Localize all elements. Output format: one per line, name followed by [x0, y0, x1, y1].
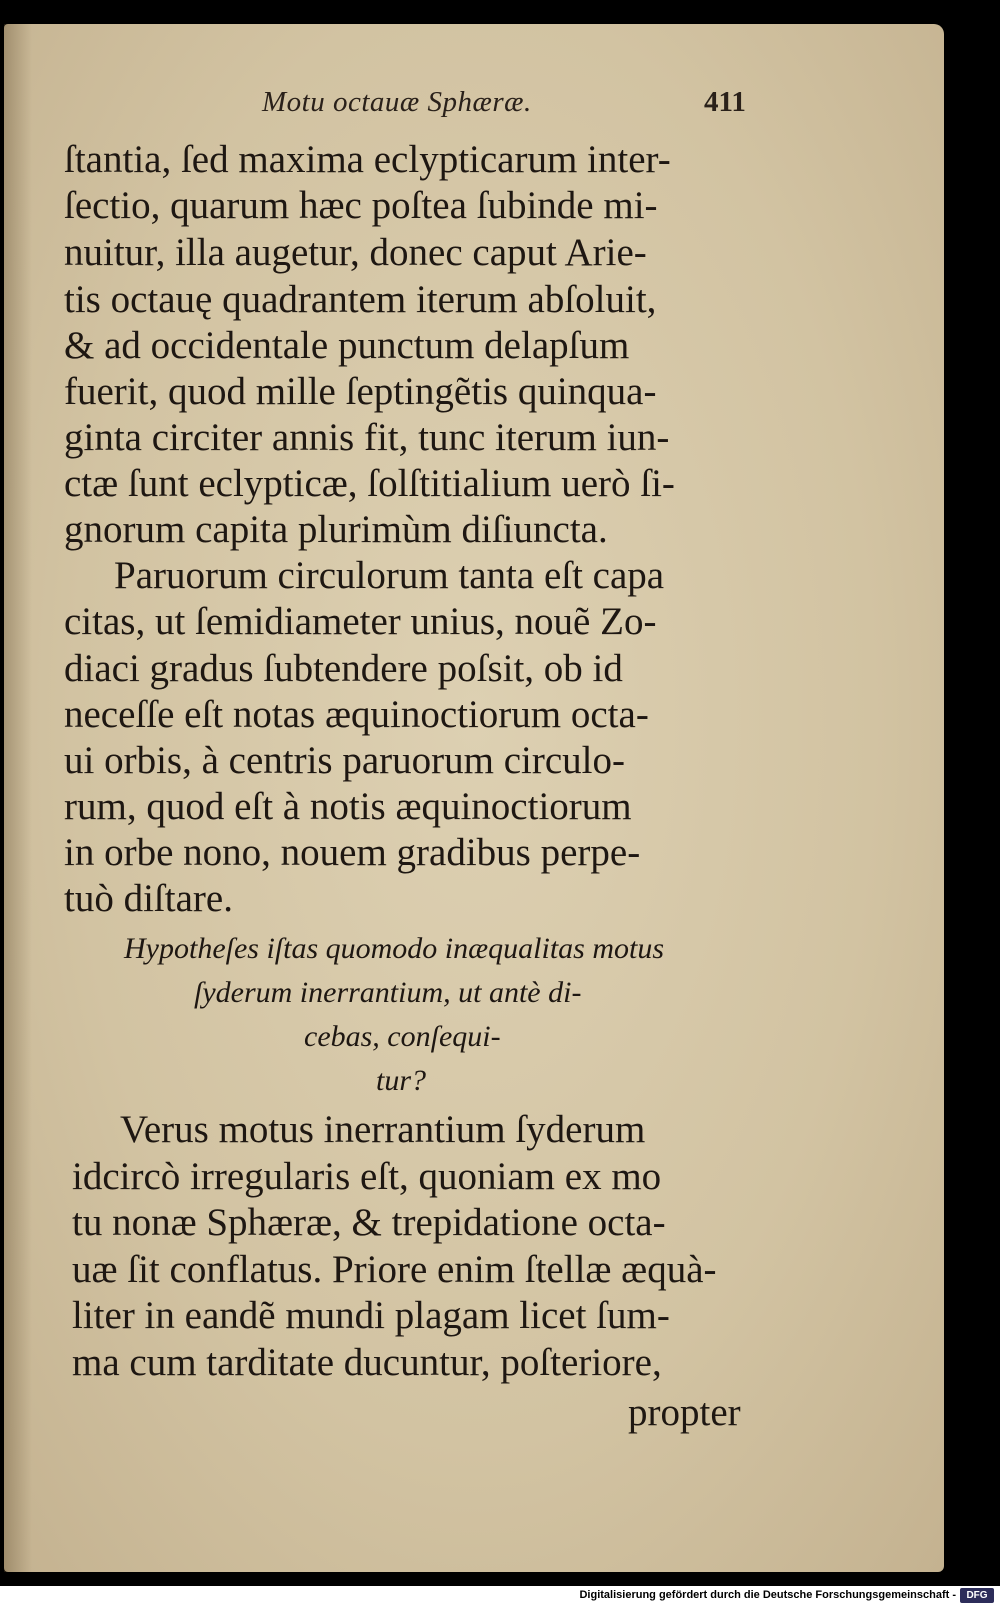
- catchword: propter: [628, 1391, 741, 1434]
- text-line: diaci gradus ſubtendere poſsit, ob id: [64, 647, 623, 690]
- text-line: ma cum tarditate ducuntur, poſteriore,: [72, 1341, 662, 1384]
- text-line: ginta circiter annis fit, tunc iterum iun-: [64, 416, 670, 459]
- text-line: in orbe nono, nouem gradibus perpe-: [64, 831, 641, 874]
- text-line: idcircò irregularis eſt, quoniam ex mo: [72, 1155, 662, 1198]
- text-line: neceſſe eſt notas æquinoctiorum octa-: [64, 693, 649, 736]
- text-line: uæ ſit conflatus. Priore enim ſtellæ æquà-: [72, 1248, 717, 1291]
- text-line: Verus motus inerrantium ſyderum: [120, 1108, 646, 1151]
- text-line: & ad occidentale punctum delapſum: [64, 324, 630, 367]
- section-heading-line: Hypotheſes iſtas quomodo inæqualitas motus: [124, 932, 664, 965]
- section-heading-line: cebas, conſequi-: [304, 1020, 501, 1053]
- section-heading-line: ſyderum inerrantium, ut antè di-: [194, 976, 582, 1009]
- running-head: Motu octauæ Sphæræ.: [262, 86, 532, 118]
- text-line: nuitur, illa augetur, donec caput Arie-: [64, 231, 647, 274]
- footer-credit: Digitalisierung gefördert durch die Deutsche Forschungsgemeinschaft -: [579, 1589, 956, 1601]
- text-line: tu nonæ Sphæræ, & trepidatione octa-: [72, 1201, 666, 1244]
- page-number: 411: [704, 86, 746, 118]
- text-line: fuerit, quod mille ſeptingẽtis quinqua-: [64, 370, 657, 413]
- text-line: ui orbis, à centris paruorum circulo-: [64, 739, 625, 782]
- text-line: rum, quod eſt à notis æquinoctiorum: [64, 785, 632, 828]
- text-line: gnorum capita plurimùm diſiuncta.: [64, 508, 608, 551]
- text-line: tuò diſtare.: [64, 877, 233, 920]
- text-line: ſtantia, ſed maxima eclypticarum inter-: [64, 138, 671, 181]
- dfg-logo: DFG: [960, 1588, 994, 1603]
- page-gutter-shadow: [4, 24, 32, 1572]
- text-line: liter in eandẽ mundi plagam licet ſum-: [72, 1294, 670, 1337]
- text-line: ctæ ſunt eclypticæ, ſolſtitialium uerò ſi-: [64, 462, 675, 505]
- text-line: ſectio, quarum hæc poſtea ſubinde mi-: [64, 184, 658, 227]
- text-line: citas, ut ſemidiameter unius, nouẽ Zo-: [64, 600, 657, 643]
- text-line: tis octauę quadrantem iterum abſoluit,: [64, 278, 657, 321]
- text-line: Paruorum circulorum tanta eſt capa: [114, 554, 665, 597]
- section-heading-line: tur?: [376, 1064, 427, 1097]
